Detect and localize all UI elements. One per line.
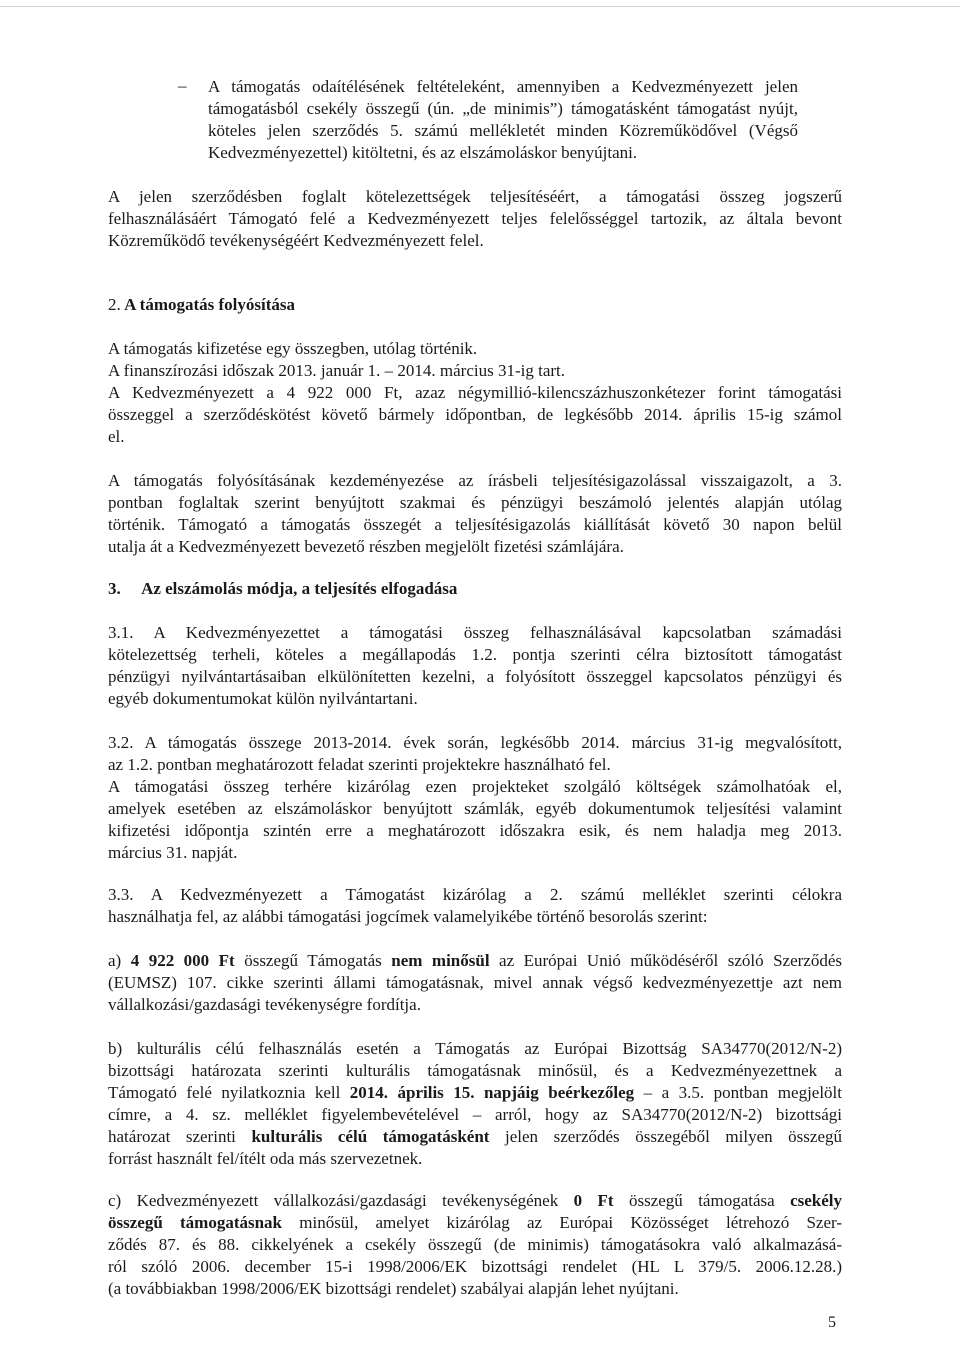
text-line: Kedvezményezettel) kitöltetni, és az elszámoláskor benyújtani. [208,143,638,162]
text-line: utalja át a Kedvezményezett bevezető részben megjelölt fizetési számlájára. [108,537,624,556]
text-run: – a 3.5. pontban megjelölt [634,1083,843,1102]
paragraph-payment [108,338,842,382]
text-line: A támogatás kifizetése egy összegben, utólag történik. [108,339,478,358]
bold-run: 4 922 000 Ft [130,951,235,970]
bullet-paragraph [208,76,798,164]
text-line [108,950,842,972]
text-line [108,1212,842,1234]
text-line: A Kedvezményezett a 4 922 000 Ft, azaz négymillió-kilencszázhuszonkétezer forint támogatási [108,383,842,402]
paragraph-3-2 [108,732,842,864]
bullet-dash: – [178,76,187,95]
text-run: jelen szerződés összegéből milyen összegű [489,1127,842,1146]
section-title: A támogatás folyósítása [124,295,296,314]
text-line: bizottsági határozata szerinti kulturális támogatásnak minősül, és a Kedvezményezettnek a [108,1061,842,1080]
paragraph-item-b [108,1038,842,1170]
text-line: A támogatás folyósításának kezdeményezése az írásbeli teljesítésigazolással visszaigazolt, a 3. [108,471,842,490]
text-line: címre, a 4. sz. melléklet figyelembevételével – arról, hogy az SA34770(2012/N-2) bizottsági [108,1105,842,1124]
bold-run: csekély [790,1191,843,1210]
text-line: A támogatási összeg terhére kizárólag ezen projekteket szolgáló költségek számolhatóak el, [108,777,842,796]
bold-run: nem minősül [391,951,490,970]
text-line: vállalkozási/gazdasági tevékenységre fordítja. [108,995,421,1014]
text-line: használhatja fel, az alábbi támogatási jogcímek valamelyikébe történő besorolás szerint: [108,907,708,926]
paragraph-3-3 [108,884,842,928]
section-heading-2 [108,294,295,316]
paragraph-disbursement [108,470,842,558]
bold-run: kulturális célú támogatásként [251,1127,490,1146]
bold-run: 2014. április 15. napjáig beérkezőleg [349,1083,635,1102]
text-line: A jelen szerződésben foglalt kötelezettségek teljesítéséért, a támogatási összeg jogszerű [108,187,842,206]
section-heading-3 [108,578,457,600]
paragraph-3-1 [108,622,842,710]
paragraph-item-a [108,950,842,1016]
text-line: ződés 87. és 88. cikkelyének a csekély összegű (de minimis) támogatásokra való alkalmazásá- [108,1235,842,1254]
text-run: minősül, amelyet kizárólag az Európai Közösséget létrehozó Szer- [282,1213,842,1232]
text-line: forrást használt fel/ítélt oda más szervezetnek. [108,1149,423,1168]
text-line: 3.3. A Kedvezményezett a Támogatást kizárólag a 2. számú melléklet szerinti célokra [108,885,842,904]
text-line: kifizetési időpontja szintén erre a meghatározott időszakra esik, és nem haladja meg 2013. [108,821,842,840]
text-line: Közreműködő tevékenységéért Kedvezményezett felel. [108,231,484,250]
section-title: Az elszámolás módja, a teljesítés elfogadása [141,579,458,598]
text-line: b) kulturális célú felhasználás esetén a Támogatás az Európai Bizottság SA34770(2012/N-2) [108,1039,842,1058]
text-line: március 31. napját. [108,843,238,862]
text-line [108,1190,842,1212]
text-line: amelyek esetében az elszámoláskor benyújtott számlák, egyéb dokumentumok teljesítési valamint [108,799,842,818]
text-run: határozat szerinti [108,1127,252,1146]
text-line [108,1126,842,1148]
text-line: történik. Támogató a támogatás összegét a teljesítésigazolás kiállítását követő 30 napon belül [108,515,842,534]
text-line: kötelezettség terheli, köteles a megállapodás 1.2. pontja szerinti célra biztosított támogatást [108,645,842,664]
text-run: c) Kedvezményezett vállalkozási/gazdasági tevékenységének [108,1191,574,1210]
text-line: ról szóló 2006. december 15-i 1998/2006/EK bizottsági rendelet (HL L 379/5. 2006.12.28.) [108,1257,842,1276]
text-run: a) [108,951,131,970]
text-line [108,1082,842,1104]
text-line: pénzügyi nyilvántartásaiban elkülönítetten kezelni, a folyósított összeggel kapcsolatos pénzügyi és [108,667,842,686]
bold-run: 0 Ft [573,1191,614,1210]
section-number: 2. [108,295,121,314]
top-rule [0,6,960,7]
text-line: A támogatás odaítélésének feltételeként, amennyiben a Kedvezményezett jelen [208,77,798,96]
paragraph-item-c [108,1190,842,1300]
text-line: pontban foglaltak szerint benyújtott szakmai és pénzügyi beszámoló jelentés alapján utólag [108,493,842,512]
paragraph-settlement [108,382,842,448]
paragraph-obligations [108,186,842,252]
bold-run: összegű támogatásnak [108,1213,283,1232]
page-number: 5 [828,1314,836,1331]
text-line: egyéb dokumentumokat külön nyilvántartani. [108,689,418,708]
text-line: A finanszírozási időszak 2013. január 1. – 2014. március 31-ig tart. [108,361,565,380]
text-line: el. [108,427,125,446]
text-run: Támogató felé nyilatkoznia kell [108,1083,350,1102]
text-line: (a továbbiakban 1998/2006/EK bizottsági rendelet) szabályai alapján lehet nyújtani. [108,1279,679,1298]
text-line: felhasználásáért Támogató felé a Kedvezményezett teljes felelősséggel tartozik, az általa bevont [108,209,842,228]
text-run: az Európai Unió működéséről szóló Szerződés [489,951,842,970]
text-line: köteles jelen szerződés 5. számú mellékletét minden Közreműködővel (Végső [208,121,798,140]
section-number: 3. [108,579,121,598]
text-run: összegű Támogatás [234,951,392,970]
text-line: 3.2. A támogatás összege 2013-2014. évek során, legkésőbb 2014. március 31-ig megvalósított, [108,733,842,752]
text-line: az 1.2. pontban meghatározott feladat szerinti projektekre használható fel. [108,755,611,774]
text-line: támogatásból csekély összegű (ún. „de minimis”) támogatásként támogatást nyújt, [208,99,798,118]
text-line: (EUMSZ) 107. cikke szerinti állami támogatásnak, mivel annak végső kedvezményezettje azt nem [108,973,842,992]
text-line: összeggel a szerződéskötést követő bármely időpontban, de legkésőbb 2014. április 15-ig számol [108,405,842,424]
text-line: 3.1. A Kedvezményezettet a támogatási összeg felhasználásával kapcsolatban számadási [108,623,842,642]
text-run: összegű támogatása [613,1191,791,1210]
